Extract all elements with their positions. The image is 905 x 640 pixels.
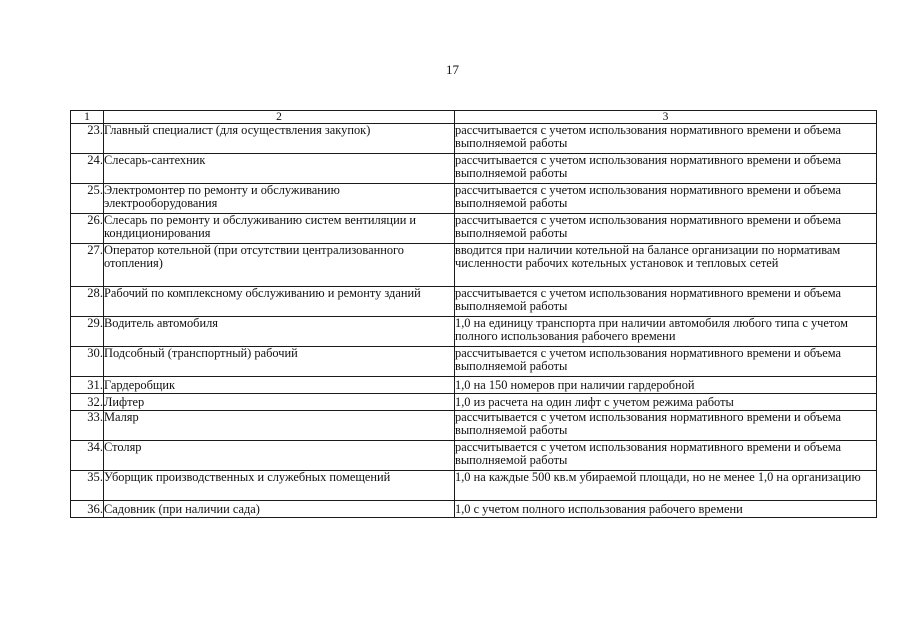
row-position: Столяр — [104, 441, 455, 471]
row-position: Электромонтер по ремонту и обслуживанию электрооборудования — [104, 184, 455, 214]
row-position: Главный специалист (для осуществления закупок) — [104, 124, 455, 154]
row-note: рассчитывается с учетом использования нормативного времени и объема выполняемой работы — [455, 347, 877, 377]
row-number: 30. — [71, 347, 104, 377]
row-note: рассчитывается с учетом использования нормативного времени и объема выполняемой работы — [455, 441, 877, 471]
row-note: 1,0 на каждые 500 кв.м убираемой площади, но не менее 1,0 на организацию — [455, 471, 877, 501]
table-row — [71, 347, 877, 377]
table-row — [71, 214, 877, 244]
row-note: 1,0 на единицу транспорта при наличии автомобиля любого типа с учетом полного использования рабочего времени — [455, 317, 877, 347]
row-position: Маляр — [104, 411, 455, 441]
row-position: Слесарь по ремонту и обслуживанию систем вентиляции и кондиционирования — [104, 214, 455, 244]
table-row — [71, 501, 877, 518]
row-position: Слесарь-сантехник — [104, 154, 455, 184]
table-row — [71, 244, 877, 287]
table-row — [71, 471, 877, 501]
table-row — [71, 154, 877, 184]
row-note: рассчитывается с учетом использования нормативного времени и объема выполняемой работы — [455, 184, 877, 214]
row-number: 28. — [71, 287, 104, 317]
row-number: 36. — [71, 501, 104, 518]
row-position: Уборщик производственных и служебных помещений — [104, 471, 455, 501]
row-number: 25. — [71, 184, 104, 214]
row-position: Лифтер — [104, 394, 455, 411]
row-number: 29. — [71, 317, 104, 347]
row-number: 24. — [71, 154, 104, 184]
table-row — [71, 317, 877, 347]
table-row — [71, 394, 877, 411]
row-number: 32. — [71, 394, 104, 411]
row-note: 1,0 на 150 номеров при наличии гардеробной — [455, 377, 877, 394]
row-note: рассчитывается с учетом использования нормативного времени и объема выполняемой работы — [455, 124, 877, 154]
row-position: Оператор котельной (при отсутствии централизованного отопления) — [104, 244, 455, 287]
row-note: рассчитывается с учетом использования нормативного времени и объема выполняемой работы — [455, 154, 877, 184]
row-position: Водитель автомобиля — [104, 317, 455, 347]
row-position: Подсобный (транспортный) рабочий — [104, 347, 455, 377]
row-position: Гардеробщик — [104, 377, 455, 394]
column-header-position: 2 — [104, 111, 455, 124]
table-row — [71, 184, 877, 214]
row-number: 27. — [71, 244, 104, 287]
row-note: рассчитывается с учетом использования нормативного времени и объема выполняемой работы — [455, 214, 877, 244]
row-number: 23. — [71, 124, 104, 154]
row-note: рассчитывается с учетом использования нормативного времени и объема выполняемой работы — [455, 411, 877, 441]
row-number: 26. — [71, 214, 104, 244]
row-note: вводится при наличии котельной на балансе организации по нормативам численности рабочих котельных установок и тепловых сетей — [455, 244, 877, 287]
row-number: 34. — [71, 441, 104, 471]
table-row — [71, 124, 877, 154]
row-position: Садовник (при наличии сада) — [104, 501, 455, 518]
column-header-number: 1 — [71, 111, 104, 124]
row-note: 1,0 из расчета на один лифт с учетом режима работы — [455, 394, 877, 411]
staffing-table — [70, 110, 877, 518]
row-note: рассчитывается с учетом использования нормативного времени и объема выполняемой работы — [455, 287, 877, 317]
column-header-note: 3 — [455, 111, 877, 124]
table-row — [71, 411, 877, 441]
table-row — [71, 287, 877, 317]
table-row — [71, 441, 877, 471]
table-row — [71, 377, 877, 394]
page-number: 17 — [446, 62, 459, 77]
row-note: 1,0 с учетом полного использования рабочего времени — [455, 501, 877, 518]
row-number: 33. — [71, 411, 104, 441]
row-number: 35. — [71, 471, 104, 501]
table-header-row — [71, 111, 877, 124]
row-position: Рабочий по комплексному обслуживанию и ремонту зданий — [104, 287, 455, 317]
row-number: 31. — [71, 377, 104, 394]
